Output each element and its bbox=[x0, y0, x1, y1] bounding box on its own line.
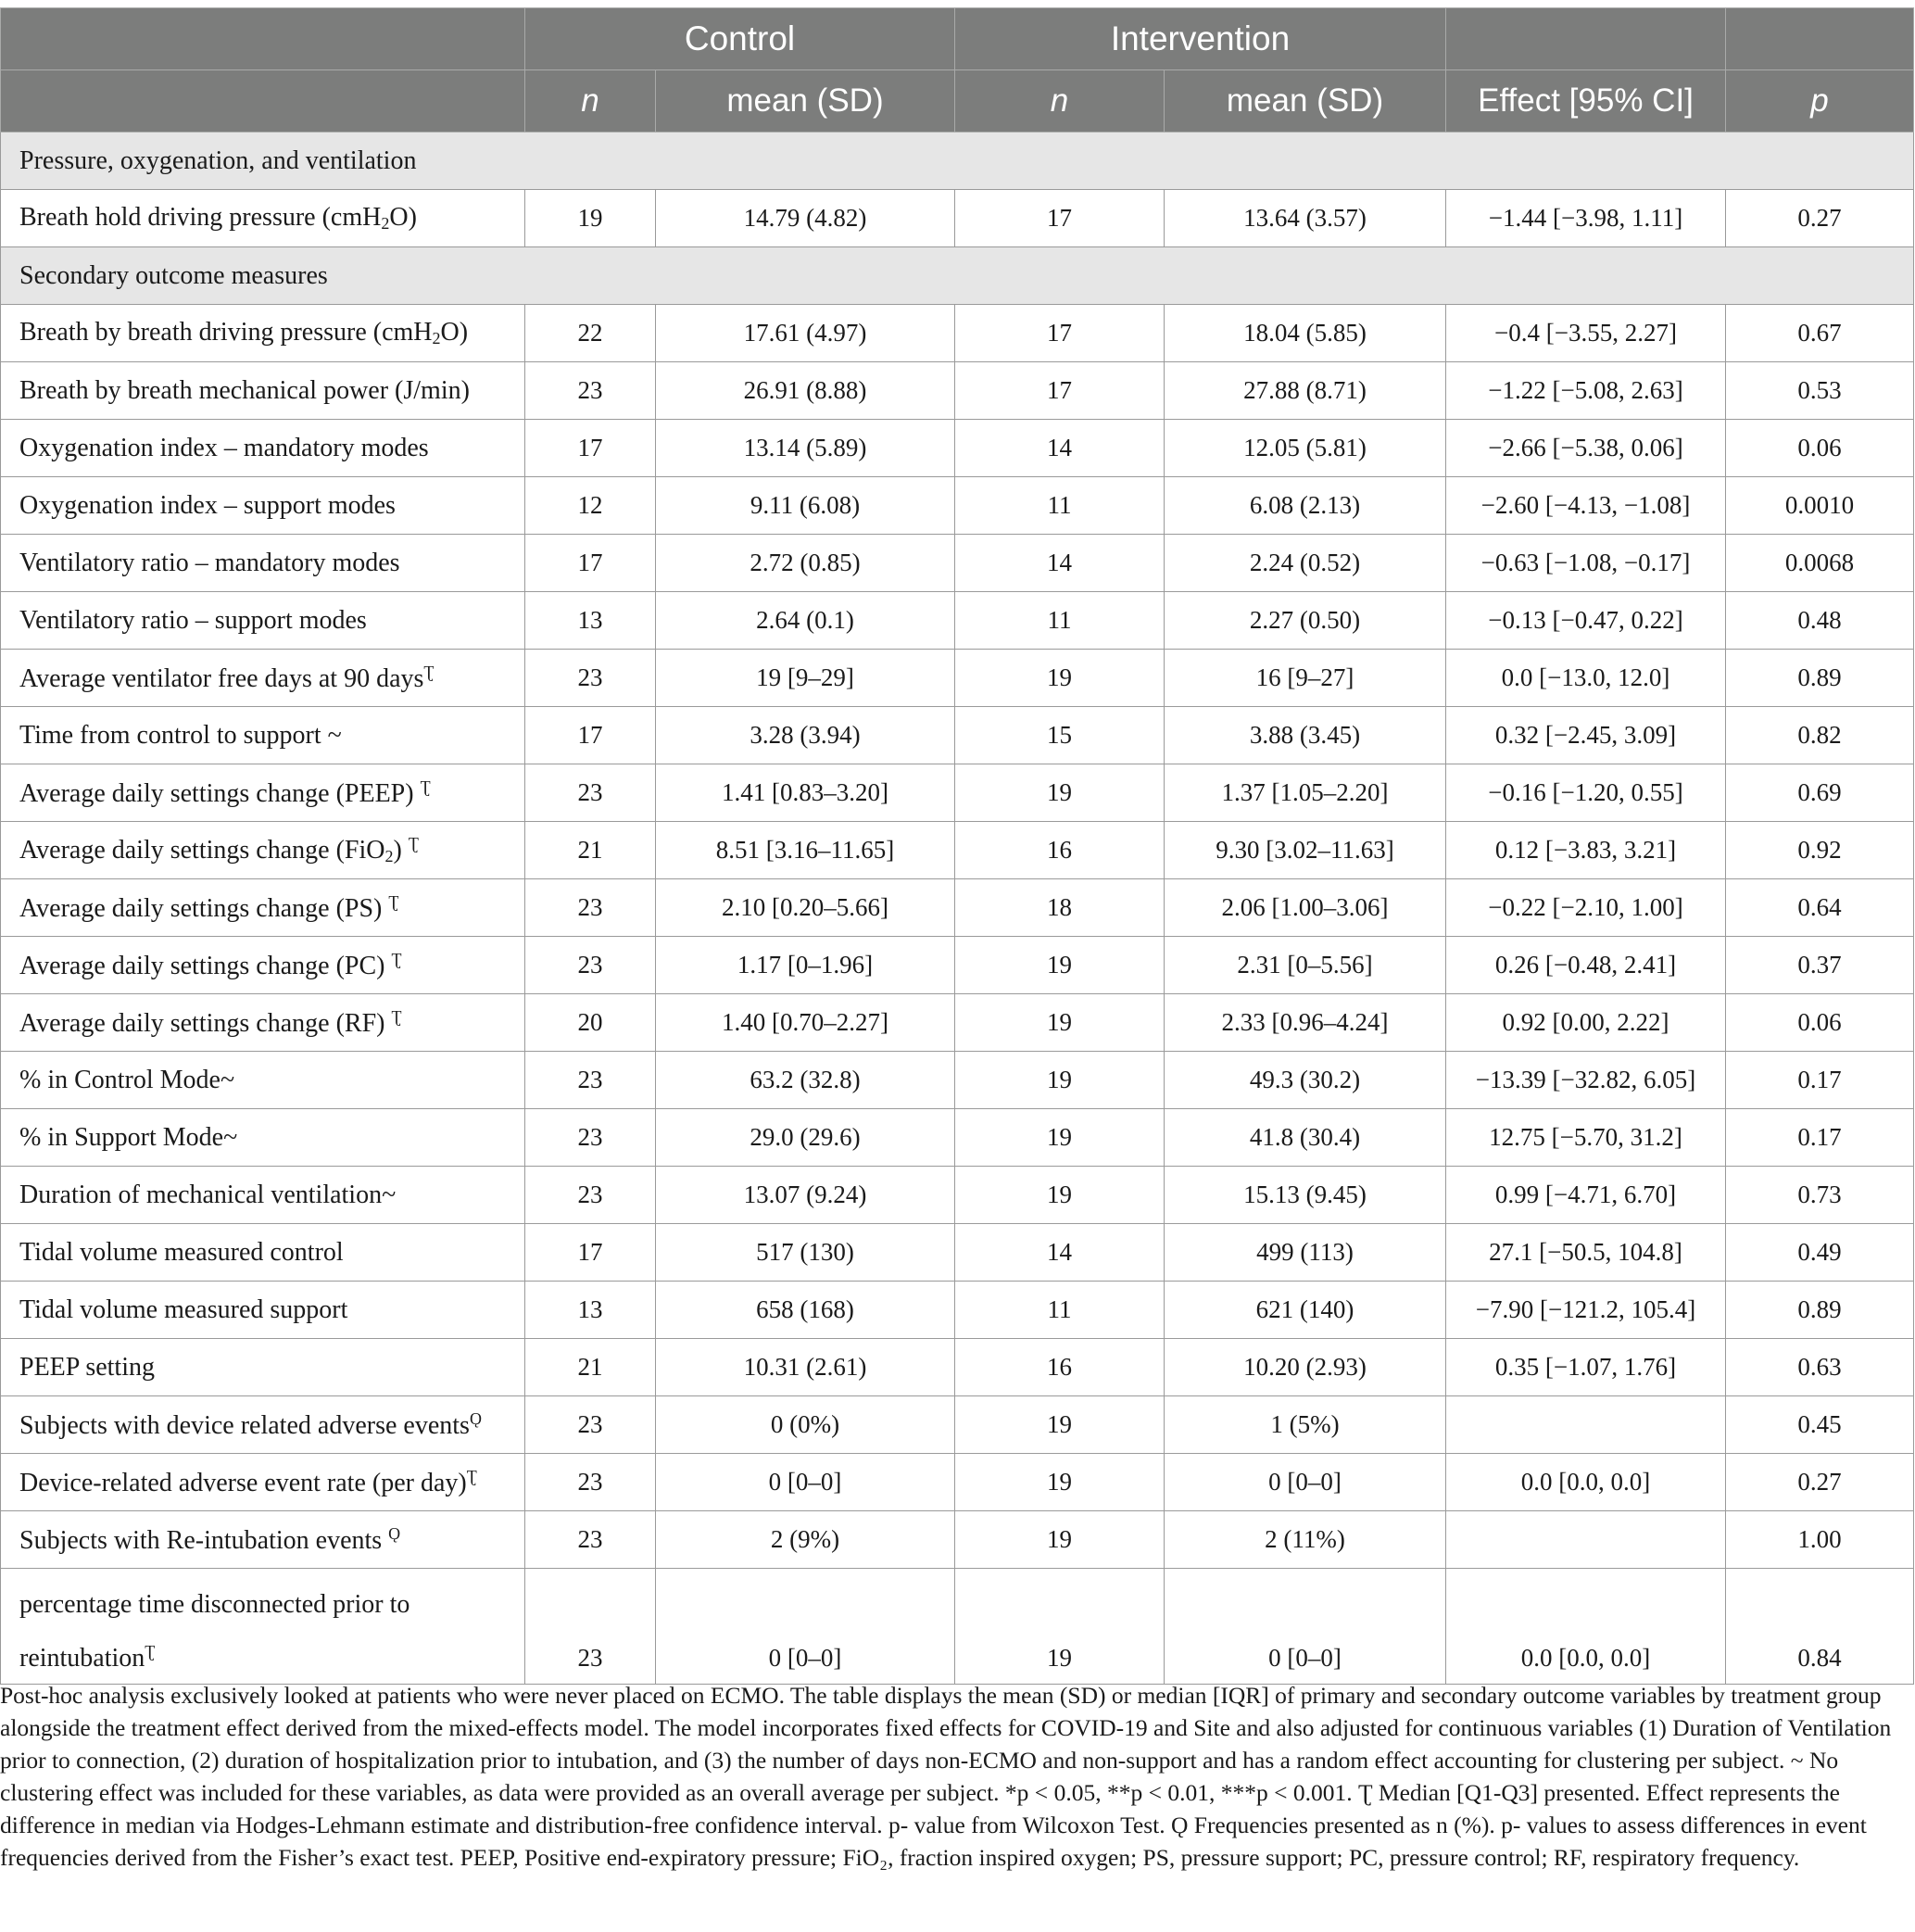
intervention-mean: 49.3 (30.2) bbox=[1165, 1052, 1446, 1109]
intervention-mean: 12.05 (5.81) bbox=[1165, 420, 1446, 477]
control-mean: 0 (0%) bbox=[656, 1396, 955, 1454]
row-label-subscript: 2 bbox=[384, 847, 394, 865]
intervention-mean: 1 (5%) bbox=[1165, 1396, 1446, 1454]
table-row bbox=[1, 650, 1914, 707]
table-row bbox=[1, 592, 1914, 650]
p-value: 0.49 bbox=[1726, 1224, 1914, 1282]
table-row bbox=[1, 305, 1914, 362]
intervention-mean: 27.88 (8.71) bbox=[1165, 362, 1446, 420]
intervention-mean: 2.06 [1.00–3.06] bbox=[1165, 879, 1446, 937]
p-value: 1.00 bbox=[1726, 1511, 1914, 1569]
row-label-text: Average daily settings change (PS) bbox=[19, 893, 389, 923]
intervention-mean: 2.24 (0.52) bbox=[1165, 535, 1446, 592]
p-value: 0.0010 bbox=[1726, 477, 1914, 535]
row-label-text: Breath hold driving pressure (cmH bbox=[19, 203, 382, 232]
effect-ci: 0.32 [−2.45, 3.09] bbox=[1446, 707, 1726, 764]
control-mean: 17.61 (4.97) bbox=[656, 305, 955, 362]
effect-ci bbox=[1446, 1511, 1726, 1569]
header-blank-effect bbox=[1446, 8, 1726, 70]
intervention-n: 19 bbox=[955, 937, 1165, 994]
table-body bbox=[1, 133, 1914, 1685]
intervention-n: 19 bbox=[955, 764, 1165, 822]
control-mean: 2.10 [0.20–5.66] bbox=[656, 879, 955, 937]
table-row bbox=[1, 1454, 1914, 1511]
table-row bbox=[1, 477, 1914, 535]
effect-ci: −1.44 [−3.98, 1.11] bbox=[1446, 190, 1726, 247]
intervention-mean: 9.30 [3.02–11.63] bbox=[1165, 822, 1446, 879]
intervention-mean: 15.13 (9.45) bbox=[1165, 1167, 1446, 1224]
p-value: 0.73 bbox=[1726, 1167, 1914, 1224]
row-label-suffix: ) bbox=[393, 836, 409, 865]
p-value: 0.69 bbox=[1726, 764, 1914, 822]
control-mean: 29.0 (29.6) bbox=[656, 1109, 955, 1167]
intervention-n: 16 bbox=[955, 822, 1165, 879]
intervention-n: 19 bbox=[955, 650, 1165, 707]
intervention-mean: 3.88 (3.45) bbox=[1165, 707, 1446, 764]
p-value: 0.06 bbox=[1726, 994, 1914, 1052]
header-p: p bbox=[1726, 70, 1914, 133]
p-value: 0.63 bbox=[1726, 1339, 1914, 1396]
row-label-text: Breath by breath mechanical power (J/min) bbox=[19, 375, 470, 405]
control-n: 21 bbox=[525, 1339, 656, 1396]
header-row-groups bbox=[1, 8, 1914, 70]
control-mean: 0 [0–0] bbox=[656, 1454, 955, 1511]
row-footnote-mark: Ǫ bbox=[388, 1523, 401, 1543]
p-value: 0.53 bbox=[1726, 362, 1914, 420]
header-intervention: Intervention bbox=[955, 8, 1446, 70]
effect-ci: −0.22 [−2.10, 1.00] bbox=[1446, 879, 1726, 937]
intervention-mean: 2 (11%) bbox=[1165, 1511, 1446, 1569]
control-mean: 517 (130) bbox=[656, 1224, 955, 1282]
row-label-text: Ventilatory ratio – mandatory modes bbox=[19, 548, 400, 577]
row-label bbox=[1, 1396, 525, 1454]
row-label-text: Tidal volume measured support bbox=[19, 1294, 348, 1324]
intervention-mean: 2.31 [0–5.56] bbox=[1165, 937, 1446, 994]
control-n: 13 bbox=[525, 592, 656, 650]
effect-ci: −0.63 [−1.08, −0.17] bbox=[1446, 535, 1726, 592]
intervention-n: 19 bbox=[955, 1167, 1165, 1224]
row-label bbox=[1, 362, 525, 420]
p-value: 0.92 bbox=[1726, 822, 1914, 879]
p-value: 0.45 bbox=[1726, 1396, 1914, 1454]
control-n: 23 bbox=[525, 1569, 656, 1685]
control-mean: 19 [9–29] bbox=[656, 650, 955, 707]
row-label-suffix: O) bbox=[389, 203, 417, 232]
control-mean: 10.31 (2.61) bbox=[656, 1339, 955, 1396]
table-row bbox=[1, 1339, 1914, 1396]
intervention-n: 19 bbox=[955, 1396, 1165, 1454]
table-row bbox=[1, 764, 1914, 822]
control-n: 23 bbox=[525, 937, 656, 994]
header-row-columns bbox=[1, 70, 1914, 133]
p-value: 0.84 bbox=[1726, 1569, 1914, 1685]
row-label-text: Average daily settings change (PC) bbox=[19, 951, 392, 980]
intervention-mean: 18.04 (5.85) bbox=[1165, 305, 1446, 362]
control-n: 23 bbox=[525, 879, 656, 937]
row-footnote-mark: Ʈ bbox=[420, 777, 431, 796]
intervention-mean: 621 (140) bbox=[1165, 1282, 1446, 1339]
row-label-text: Subjects with Re-intubation events bbox=[19, 1525, 389, 1555]
table-row bbox=[1, 1052, 1914, 1109]
row-label-text: Device-related adverse event rate (per day) bbox=[19, 1468, 467, 1497]
control-n: 23 bbox=[525, 1052, 656, 1109]
row-footnote-mark: Ʈ bbox=[391, 1006, 402, 1026]
row-label-suffix: O) bbox=[440, 318, 469, 347]
control-mean: 8.51 [3.16–11.65] bbox=[656, 822, 955, 879]
row-footnote-mark: Ʈ bbox=[423, 662, 435, 681]
row-label-text: Ventilatory ratio – support modes bbox=[19, 605, 367, 635]
intervention-n: 19 bbox=[955, 1109, 1165, 1167]
row-label bbox=[1, 420, 525, 477]
row-label bbox=[1, 650, 525, 707]
row-label-text: % in Support Mode~ bbox=[19, 1122, 238, 1152]
effect-ci: 12.75 [−5.70, 31.2] bbox=[1446, 1109, 1726, 1167]
p-value: 0.82 bbox=[1726, 707, 1914, 764]
p-value: 0.17 bbox=[1726, 1109, 1914, 1167]
row-label bbox=[1, 1339, 525, 1396]
section-header-row bbox=[1, 133, 1914, 190]
results-table bbox=[0, 7, 1914, 1685]
p-value: 0.27 bbox=[1726, 190, 1914, 247]
row-label-text: Time from control to support ~ bbox=[19, 720, 342, 750]
control-mean: 13.14 (5.89) bbox=[656, 420, 955, 477]
table-row bbox=[1, 879, 1914, 937]
intervention-n: 19 bbox=[955, 994, 1165, 1052]
row-label-text: Tidal volume measured control bbox=[19, 1237, 344, 1267]
row-label-text: Breath by breath driving pressure (cmH bbox=[19, 318, 433, 347]
table-row bbox=[1, 707, 1914, 764]
row-label bbox=[1, 1052, 525, 1109]
control-n: 13 bbox=[525, 1282, 656, 1339]
effect-ci: 0.26 [−0.48, 2.41] bbox=[1446, 937, 1726, 994]
p-value: 0.67 bbox=[1726, 305, 1914, 362]
table-row bbox=[1, 1569, 1914, 1685]
row-footnote-mark: Ʈ bbox=[391, 949, 402, 968]
table-row bbox=[1, 1511, 1914, 1569]
intervention-mean: 0 [0–0] bbox=[1165, 1454, 1446, 1511]
row-label-text: Subjects with device related adverse events bbox=[19, 1410, 470, 1440]
row-label bbox=[1, 764, 525, 822]
table-row bbox=[1, 822, 1914, 879]
header-intervention-mean: mean (SD) bbox=[1165, 70, 1446, 133]
table-row bbox=[1, 420, 1914, 477]
control-n: 23 bbox=[525, 1454, 656, 1511]
control-mean: 2.72 (0.85) bbox=[656, 535, 955, 592]
intervention-n: 17 bbox=[955, 305, 1165, 362]
row-label-subscript: 2 bbox=[381, 214, 390, 233]
effect-ci: −7.90 [−121.2, 105.4] bbox=[1446, 1282, 1726, 1339]
control-n: 17 bbox=[525, 420, 656, 477]
table-row bbox=[1, 1396, 1914, 1454]
intervention-n: 11 bbox=[955, 477, 1165, 535]
control-n: 23 bbox=[525, 1109, 656, 1167]
row-label-text: % in Control Mode~ bbox=[19, 1065, 235, 1094]
control-mean: 14.79 (4.82) bbox=[656, 190, 955, 247]
row-label bbox=[1, 1109, 525, 1167]
table-row bbox=[1, 1282, 1914, 1339]
row-label-text: Average daily settings change (FiO bbox=[19, 836, 385, 865]
intervention-n: 11 bbox=[955, 592, 1165, 650]
control-n: 17 bbox=[525, 707, 656, 764]
row-label bbox=[1, 305, 525, 362]
header-blank bbox=[1, 8, 525, 70]
row-label bbox=[1, 1454, 525, 1511]
p-value: 0.37 bbox=[1726, 937, 1914, 994]
row-label-text: PEEP setting bbox=[19, 1352, 155, 1382]
effect-ci: −2.66 [−5.38, 0.06] bbox=[1446, 420, 1726, 477]
control-mean: 1.40 [0.70–2.27] bbox=[656, 994, 955, 1052]
control-n: 23 bbox=[525, 362, 656, 420]
control-mean: 1.41 [0.83–3.20] bbox=[656, 764, 955, 822]
effect-ci bbox=[1446, 1396, 1726, 1454]
effect-ci: 0.92 [0.00, 2.22] bbox=[1446, 994, 1726, 1052]
row-footnote-mark: Ʈ bbox=[388, 891, 399, 911]
control-mean: 658 (168) bbox=[656, 1282, 955, 1339]
control-mean: 9.11 (6.08) bbox=[656, 477, 955, 535]
intervention-n: 14 bbox=[955, 1224, 1165, 1282]
p-value: 0.17 bbox=[1726, 1052, 1914, 1109]
header-effect: Effect [95% CI] bbox=[1446, 70, 1726, 133]
effect-ci: 0.12 [−3.83, 3.21] bbox=[1446, 822, 1726, 879]
row-footnote-mark: Ʈ bbox=[466, 1466, 477, 1485]
row-label-text: Oxygenation index – mandatory modes bbox=[19, 433, 429, 462]
header-blank-2 bbox=[1, 70, 525, 133]
row-label-text: Average ventilator free days at 90 days bbox=[19, 663, 424, 693]
intervention-n: 17 bbox=[955, 362, 1165, 420]
row-label bbox=[1, 190, 525, 247]
control-n: 12 bbox=[525, 477, 656, 535]
control-n: 23 bbox=[525, 1396, 656, 1454]
effect-ci: 0.0 [0.0, 0.0] bbox=[1446, 1454, 1726, 1511]
table-row bbox=[1, 1167, 1914, 1224]
p-value: 0.89 bbox=[1726, 650, 1914, 707]
control-mean: 26.91 (8.88) bbox=[656, 362, 955, 420]
row-label bbox=[1, 1569, 525, 1685]
intervention-mean: 499 (113) bbox=[1165, 1224, 1446, 1282]
effect-ci: −0.4 [−3.55, 2.27] bbox=[1446, 305, 1726, 362]
table-footnote: Post-hoc analysis exclusively looked at patients who were never placed on ECMO. The table displays the mean (SD) or median [IQR] of primary and secondary outcome variables by treatment group alongside the treatment effect derived from the mixed-effects model. The model incorporates fixed effects for COVID-19 and Site and also adjusted for continuous variables (1) Duration of Ventilation prior to connection, (2) duration of hospitalization prior to intubation, and (3) the number of days non-ECMO and non-support and has a random effect accounting for clustering per subject. ~ No clustering effect was included for these variables, as data were provided as an overall average per subject. *p < 0.05, **p < 0.01, ***p < 0.001. Ʈ Median [Q1-Q3] presented. Effect represents the difference in median via Hodges-Lehmann estimate and distribution-free confidence interval. p- value from Wilcoxon Test. Ǫ Frequencies presented as n (%). p- values to assess differences in event frequencies derived from the Fisher’s exact test. PEEP, Positive end-expiratory pressure; FiO₂, fraction inspired oxygen; PS, pressure support; PC, pressure control; RF, respiratory frequency. bbox=[0, 1682, 1892, 1871]
intervention-mean: 6.08 (2.13) bbox=[1165, 477, 1446, 535]
table-row bbox=[1, 1109, 1914, 1167]
table-row bbox=[1, 362, 1914, 420]
control-mean: 3.28 (3.94) bbox=[656, 707, 955, 764]
p-value: 0.0068 bbox=[1726, 535, 1914, 592]
effect-ci: −0.13 [−0.47, 0.22] bbox=[1446, 592, 1726, 650]
header-intervention-n: n bbox=[955, 70, 1165, 133]
header-control: Control bbox=[525, 8, 955, 70]
control-n: 19 bbox=[525, 190, 656, 247]
intervention-n: 14 bbox=[955, 535, 1165, 592]
effect-ci: −0.16 [−1.20, 0.55] bbox=[1446, 764, 1726, 822]
row-label bbox=[1, 477, 525, 535]
effect-ci: 0.99 [−4.71, 6.70] bbox=[1446, 1167, 1726, 1224]
header-control-n: n bbox=[525, 70, 656, 133]
intervention-n: 19 bbox=[955, 1454, 1165, 1511]
row-label bbox=[1, 707, 525, 764]
p-value: 0.89 bbox=[1726, 1282, 1914, 1339]
control-n: 23 bbox=[525, 764, 656, 822]
control-mean: 0 [0–0] bbox=[656, 1569, 955, 1685]
row-label-text: Duration of mechanical ventilation~ bbox=[19, 1180, 397, 1209]
row-label bbox=[1, 535, 525, 592]
intervention-mean: 16 [9–27] bbox=[1165, 650, 1446, 707]
row-label bbox=[1, 1282, 525, 1339]
table-row bbox=[1, 994, 1914, 1052]
control-mean: 13.07 (9.24) bbox=[656, 1167, 955, 1224]
control-n: 17 bbox=[525, 1224, 656, 1282]
intervention-mean: 2.33 [0.96–4.24] bbox=[1165, 994, 1446, 1052]
table-row bbox=[1, 1224, 1914, 1282]
control-n: 23 bbox=[525, 1167, 656, 1224]
control-n: 23 bbox=[525, 650, 656, 707]
row-label-text: Average daily settings change (PEEP) bbox=[19, 778, 421, 808]
section-title: Pressure, oxygenation, and ventilation bbox=[1, 133, 1914, 190]
intervention-n: 11 bbox=[955, 1282, 1165, 1339]
p-value: 0.06 bbox=[1726, 420, 1914, 477]
intervention-mean: 2.27 (0.50) bbox=[1165, 592, 1446, 650]
effect-ci: 27.1 [−50.5, 104.8] bbox=[1446, 1224, 1726, 1282]
row-label-text: Oxygenation index – support modes bbox=[19, 490, 396, 520]
effect-ci: 0.0 [−13.0, 12.0] bbox=[1446, 650, 1726, 707]
effect-ci: −13.39 [−32.82, 6.05] bbox=[1446, 1052, 1726, 1109]
p-value: 0.48 bbox=[1726, 592, 1914, 650]
row-label bbox=[1, 879, 525, 937]
row-label bbox=[1, 1167, 525, 1224]
effect-ci: 0.0 [0.0, 0.0] bbox=[1446, 1569, 1726, 1685]
intervention-n: 16 bbox=[955, 1339, 1165, 1396]
row-footnote-mark: Ʈ bbox=[408, 834, 419, 852]
effect-ci: −1.22 [−5.08, 2.63] bbox=[1446, 362, 1726, 420]
intervention-n: 15 bbox=[955, 707, 1165, 764]
effect-ci: 0.35 [−1.07, 1.76] bbox=[1446, 1339, 1726, 1396]
row-label-text: percentage time disconnected prior to reintubation bbox=[19, 1590, 410, 1673]
row-label-text: Average daily settings change (RF) bbox=[19, 1008, 392, 1038]
row-label bbox=[1, 937, 525, 994]
control-n: 21 bbox=[525, 822, 656, 879]
row-label bbox=[1, 592, 525, 650]
control-n: 17 bbox=[525, 535, 656, 592]
p-value: 0.64 bbox=[1726, 879, 1914, 937]
table-row bbox=[1, 190, 1914, 247]
intervention-n: 18 bbox=[955, 879, 1165, 937]
row-footnote-mark: Ǫ bbox=[469, 1408, 482, 1428]
intervention-n: 19 bbox=[955, 1052, 1165, 1109]
intervention-n: 17 bbox=[955, 190, 1165, 247]
control-n: 23 bbox=[525, 1511, 656, 1569]
table-row bbox=[1, 535, 1914, 592]
effect-ci: −2.60 [−4.13, −1.08] bbox=[1446, 477, 1726, 535]
control-mean: 1.17 [0–1.96] bbox=[656, 937, 955, 994]
control-mean: 2.64 (0.1) bbox=[656, 592, 955, 650]
table-row bbox=[1, 937, 1914, 994]
row-footnote-mark: Ʈ bbox=[145, 1642, 156, 1661]
intervention-mean: 1.37 [1.05–2.20] bbox=[1165, 764, 1446, 822]
control-n: 20 bbox=[525, 994, 656, 1052]
control-mean: 63.2 (32.8) bbox=[656, 1052, 955, 1109]
control-n: 22 bbox=[525, 305, 656, 362]
section-header-row bbox=[1, 247, 1914, 305]
row-label-subscript: 2 bbox=[432, 329, 441, 347]
row-label bbox=[1, 1511, 525, 1569]
intervention-n: 19 bbox=[955, 1511, 1165, 1569]
p-value: 0.27 bbox=[1726, 1454, 1914, 1511]
intervention-mean: 41.8 (30.4) bbox=[1165, 1109, 1446, 1167]
header-blank-p bbox=[1726, 8, 1914, 70]
header-control-mean: mean (SD) bbox=[656, 70, 955, 133]
intervention-n: 19 bbox=[955, 1569, 1165, 1685]
row-label bbox=[1, 1224, 525, 1282]
section-title: Secondary outcome measures bbox=[1, 247, 1914, 305]
control-mean: 2 (9%) bbox=[656, 1511, 955, 1569]
intervention-mean: 10.20 (2.93) bbox=[1165, 1339, 1446, 1396]
row-label bbox=[1, 822, 525, 879]
intervention-mean: 0 [0–0] bbox=[1165, 1569, 1446, 1685]
row-label bbox=[1, 994, 525, 1052]
intervention-mean: 13.64 (3.57) bbox=[1165, 190, 1446, 247]
intervention-n: 14 bbox=[955, 420, 1165, 477]
